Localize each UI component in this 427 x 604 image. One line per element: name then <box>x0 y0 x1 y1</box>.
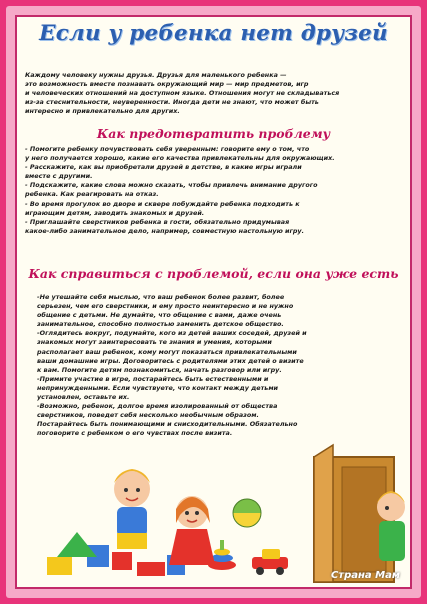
text-line: к вам. Помогите детям познакомиться, начать разговор или игру. <box>37 365 282 374</box>
text-line: ваши домашние игры. Договоритесь с родителями этих детей о визите <box>37 356 304 365</box>
watermark-logo: Страна Мам <box>330 570 400 581</box>
toy-block <box>57 532 97 557</box>
text-line: занимательное, способно полностью заменить детское общество. <box>37 320 284 329</box>
text-line: - Расскажите, как вы приобретали друзей в детстве, в какие игры играли <box>25 163 302 172</box>
text-line: непринужденными. Если чувствуете, что контакт между детьми <box>37 383 279 392</box>
text-line: - Подскажите, какие слова можно сказать, чтобы привлечь внимание другого <box>25 181 318 190</box>
text-line: -Возможно, ребенок, долгое время изолированный от общества <box>37 402 278 411</box>
text-line: -Примите участие в игре, постарайтесь быть естественными и <box>37 374 269 383</box>
text-line: знакомых могут заинтересовать те знания и умения, которыми <box>37 338 272 347</box>
text-line: ребенка. Как реагировать на отказ. <box>25 190 159 199</box>
text-line: общение с детьми. Не думайте, что общение с вами, даже очень <box>37 311 282 320</box>
text-line: -Не утешайте себя мыслью, что ваш ребенок более развит, более <box>37 293 285 301</box>
text-line: играющим детям, заводить знакомых и друзей. <box>25 208 205 217</box>
text-line: сверстников, поведет себя несколько необычным образом. <box>37 411 259 420</box>
children-illustration <box>17 397 412 587</box>
toy-block <box>137 562 165 576</box>
text-line: - Помогите ребенку почувствовать себя уверенным: говорите ему о том, что <box>25 145 310 153</box>
text-line: какое-либо занимательное дело, например, совместную настольную игру. <box>25 226 305 235</box>
section2-heading: Как справиться с проблемой, если она уже есть <box>28 266 399 281</box>
section1-heading: Как предотвратить проблему <box>96 126 331 141</box>
text-line: это возможность вместе познавать окружающий мир — мир предметов, игр <box>25 80 309 89</box>
text-line: Каждому человеку нужны друзья. Друзья для маленького ребенка — <box>25 71 287 79</box>
text-line: интересно и привлекательно для других. <box>25 107 180 116</box>
poster <box>15 15 412 589</box>
text-line: у него получается хорошо, какие его качества привлекательны для окружающих. <box>25 154 335 163</box>
text-line: - Во время прогулок во дворе и сквере побуждайте ребенка подходить к <box>25 199 300 208</box>
text-line: - Приглашайте сверстников ребенка в гости, обязательно придумывая <box>25 217 290 226</box>
poster-title: Если у ребенка нет друзей <box>39 21 388 46</box>
text-line: серьезен, чем его сверстники, и ему просто неинтересно и не нужно <box>37 302 294 311</box>
text-line: вместе с другими. <box>25 172 93 181</box>
section1-list <box>25 145 406 236</box>
intro-paragraph <box>25 71 406 116</box>
text-line: из-за стеснительности, неуверенности. Иногда дети не знают, что может быть <box>25 98 319 107</box>
text-line: -Оглядитесь вокруг, подумайте, кого из детей ваших соседей, друзей и <box>37 329 307 338</box>
text-line: установлен, оставьте их. <box>37 393 130 402</box>
text-line: и человеческих отношений на доступном языке. Отношения могут не складываться <box>25 89 340 98</box>
toy-block <box>112 552 132 570</box>
text-line: Постарайтесь быть понимающими и снисходительными. Обязательно <box>37 420 298 429</box>
text-line: поговорите с ребенком о его чувствах после визита. <box>37 429 233 438</box>
toy-block <box>47 557 72 575</box>
text-line: располагает ваш ребенок, кому могут показаться привлекательными <box>37 347 297 356</box>
